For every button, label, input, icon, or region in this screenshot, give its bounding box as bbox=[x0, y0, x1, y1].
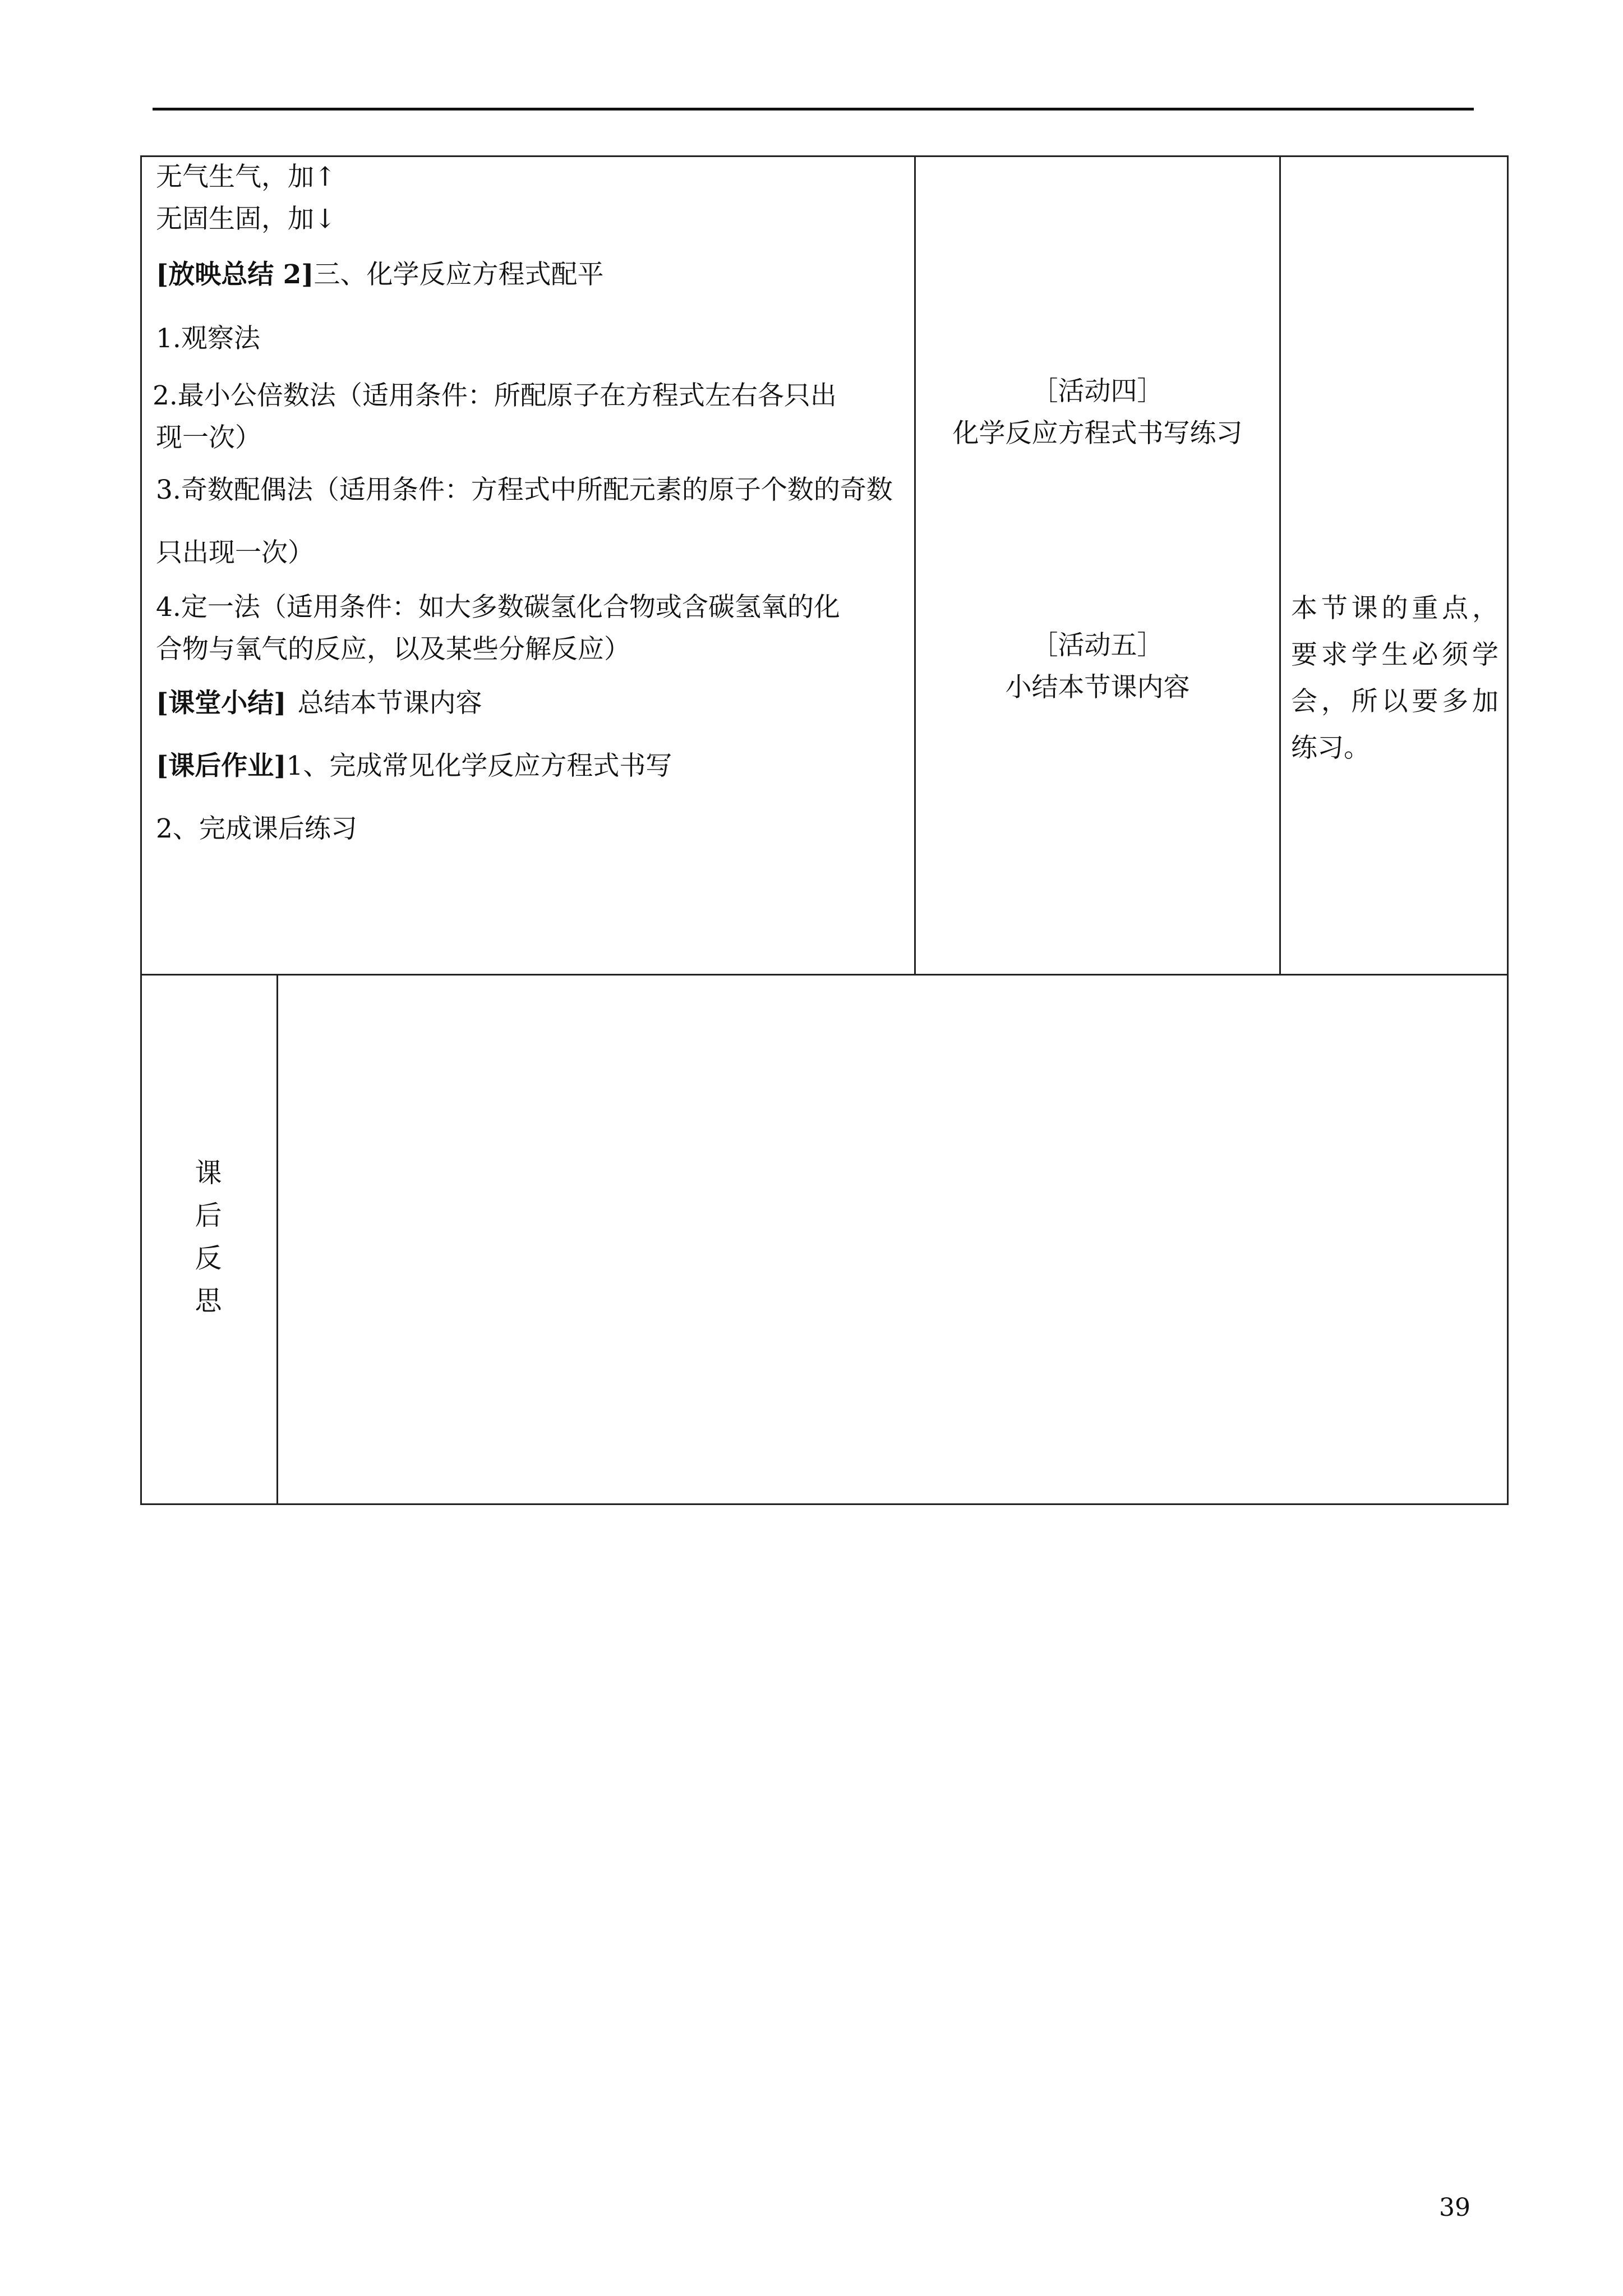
homework-text-2: 2、完成课后练习 bbox=[156, 813, 357, 844]
method-4-line1: 4.定一法（适用条件：如大多数碳氢化合物或含碳氢氧的化 bbox=[156, 592, 840, 623]
class-summary-text: 总结本节课内容 bbox=[297, 688, 482, 719]
reflection-char-3: 反 bbox=[195, 1243, 222, 1274]
page-number: 39 bbox=[1439, 2193, 1470, 2222]
summary2-text: 三、化学反应方程式配平 bbox=[313, 259, 604, 290]
summary2-line bbox=[156, 260, 604, 289]
reflection-char-4: 思 bbox=[195, 1285, 222, 1317]
header-rule bbox=[153, 108, 1474, 111]
homework-line bbox=[156, 752, 672, 781]
method-3-line2: 只出现一次） bbox=[156, 537, 314, 568]
homework-label: [课后作业] bbox=[156, 751, 287, 781]
class-summary-label: [课堂小结] bbox=[156, 688, 287, 719]
summary2-label: [放映总结 2] bbox=[156, 259, 314, 290]
method-1: 1.观察法 bbox=[156, 323, 260, 354]
activity5-label: ［活动五］ bbox=[1031, 630, 1164, 661]
homework-text-1: 1、完成常见化学反应方程式书写 bbox=[286, 751, 672, 781]
method-2-line2: 现一次） bbox=[156, 422, 261, 453]
divider-reflection bbox=[276, 974, 278, 1505]
teaching-note: 本节课的重点，要求学生必须学会，所以要多加练习。 bbox=[1291, 593, 1498, 763]
method-3-line1: 3.奇数配偶法（适用条件：方程式中所配元素的原子个数的奇数 bbox=[156, 475, 893, 505]
method-2-line1: 2.最小公倍数法（适用条件：所配原子在方程式左右各只出 bbox=[153, 380, 837, 411]
activity4-label: ［活动四］ bbox=[1031, 376, 1164, 407]
activity4-text: 化学反应方程式书写练习 bbox=[952, 418, 1243, 449]
activity5-text: 小结本节课内容 bbox=[1005, 672, 1190, 703]
divider-row bbox=[140, 974, 1509, 976]
class-summary-line bbox=[156, 689, 482, 718]
rule-solid: 无固生固，加↓ bbox=[156, 204, 336, 234]
rule-gas: 无气生气，加↑ bbox=[156, 162, 336, 192]
reflection-char-1: 课 bbox=[195, 1157, 222, 1189]
reflection-char-2: 后 bbox=[195, 1200, 222, 1231]
divider-col1 bbox=[914, 155, 916, 974]
divider-col2 bbox=[1279, 155, 1281, 974]
method-4-line2: 合物与氧气的反应，以及某些分解反应） bbox=[156, 634, 630, 665]
